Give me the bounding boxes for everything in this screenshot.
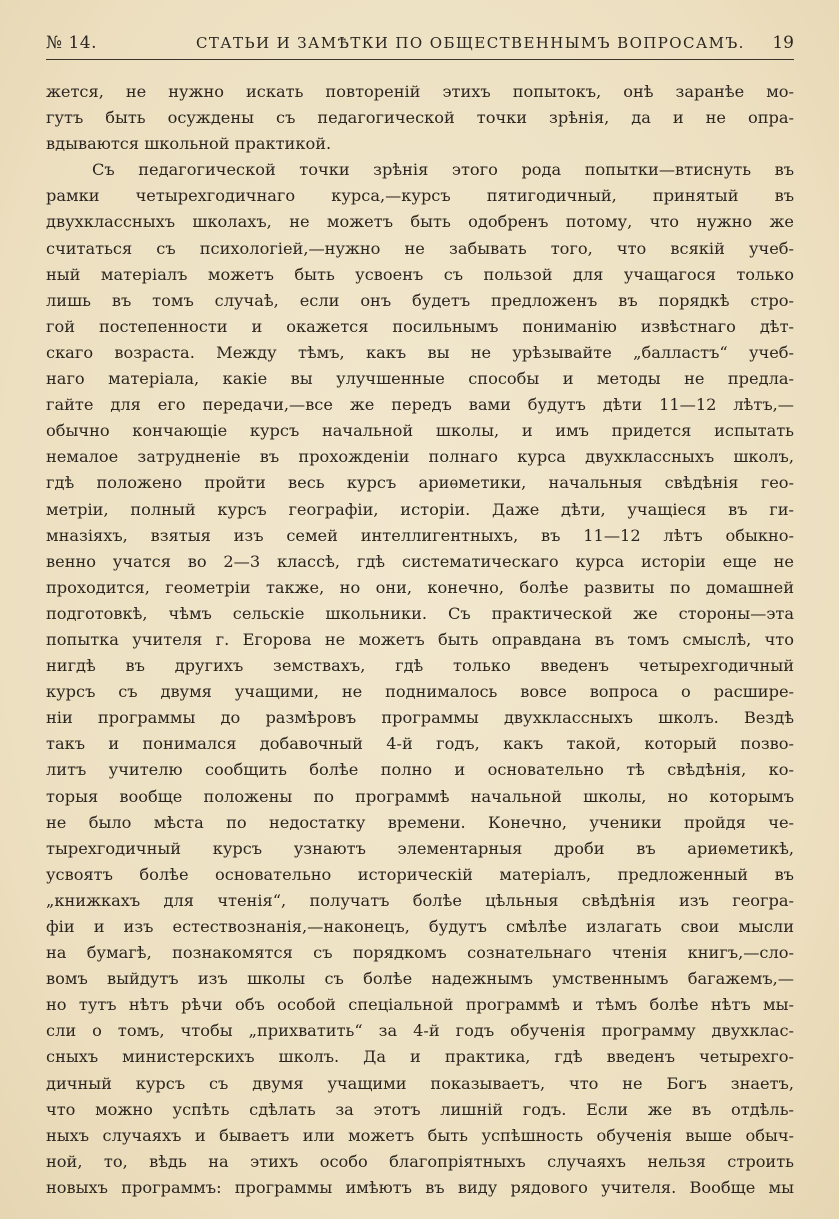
header-rule [46,59,794,60]
text-line: усвоятъ болѣе основательно историческій матеріалъ, предложенный въ [46,864,794,884]
text-line: рамки четырехгодичнаго курса,—курсъ пятигодичный, принятый въ [46,186,794,206]
text-line: литъ учителю сообщить болѣе полно и основательно тѣ свѣдѣнія, ко- [46,760,794,780]
text-line: гой постепенности и окажется посильнымъ пониманію извѣстнаго дѣт- [46,316,794,336]
text-line: обычно кончающіе курсъ начальной школы, и имъ придется испытать [46,421,794,441]
text-line: гдѣ положено пройти весь курсъ ариѳметики, начальныя свѣдѣнія гео- [46,473,794,493]
text-line: гайте для его передачи,—все же передъ вами будутъ дѣти 11—12 лѣтъ,— [46,395,794,415]
text-line: такъ и понимался добавочный 4-й годъ, какъ такой, который позво- [46,734,794,754]
text-line: подготовкѣ, чѣмъ сельскіе школьники. Съ практической же стороны—эта [46,603,794,623]
text-line: считаться съ психологіей,—нужно не забывать того, что всякій учеб- [46,238,794,258]
text-line: что можно успѣть сдѣлать за этотъ лишній годъ. Если же въ отдѣль- [46,1099,794,1119]
text-line: попытка учителя г. Егорова не можетъ быть оправдана въ томъ смыслѣ, что [46,629,794,649]
text-line: метріи, полный курсъ географіи, исторіи. Даже дѣти, учащіеся въ ги- [46,499,794,519]
page-number: 19 [772,33,794,53]
text-line: наго матеріала, какіе вы улучшенные способы и методы не предла- [46,369,794,389]
text-line: сныхъ министерскихъ школъ. Да и практика, гдѣ введенъ четырехго- [46,1047,794,1067]
text-line: тырехгодичный курсъ узнаютъ элементарныя дроби въ ариѳметикѣ, [46,838,794,858]
issue-number: № 14. [46,33,98,53]
text-line: но тутъ нѣтъ рѣчи объ особой спеціальной программѣ и тѣмъ болѣе нѣтъ мы- [46,995,794,1015]
text-line: жется, не нужно искать повтореній этихъ попытокъ, онѣ заранѣе мо- [46,82,794,101]
running-title: СТАТЬИ И ЗАМѢТКИ ПО ОБЩЕСТВЕННЫМЪ ВОПРОСАМЪ. [196,34,745,52]
text-line: лишь въ томъ случаѣ, если онъ будетъ предложенъ въ порядкѣ стро- [46,290,794,310]
text-line: ныхъ случаяхъ и бываетъ или можетъ быть успѣшность обученія выше обыч- [46,1125,794,1145]
text-line: не было мѣста по недостатку времени. Конечно, ученики пройдя че- [46,812,794,832]
text-line: новыхъ программъ: программы имѣютъ въ виду рядового учителя. Вообще мы [46,1177,794,1197]
text-line: на бумагѣ, познакомятся съ порядкомъ сознательнаго чтенія книгъ,—сло- [46,943,794,963]
text-line: дичный курсъ съ двумя учащими показываетъ, что не Богъ знаетъ, [46,1073,794,1093]
text-line: ной, то, вѣдь на этихъ особо благопріятныхъ случаяхъ нельзя строить [46,1151,794,1171]
text-line: проходится, геометріи также, но они, конечно, болѣе развиты по домашней [46,577,794,597]
article-body [46,79,794,1201]
text-line: ніи программы до размѣровъ программы двухклассныхъ школъ. Вездѣ [46,708,794,728]
text-line: вдываются школьной практикой. [46,134,332,154]
text-line: „книжкахъ для чтенія“, получатъ болѣе цѣльныя свѣдѣнія изъ геогра- [46,890,794,910]
text-line: мназіяхъ, взятыя изъ семей интеллигентныхъ, въ 11—12 лѣтъ обыкно- [46,525,794,545]
text-line: скаго возраста. Между тѣмъ, какъ вы не урѣзывайте „балластъ“ учеб- [46,342,794,362]
text-line: вомъ выйдутъ изъ школы съ болѣе надежнымъ умственнымъ багажемъ,— [46,969,794,989]
text-line: ный матеріалъ можетъ быть усвоенъ съ пользой для учащагося только [46,264,794,284]
text-line: венно учатся во 2—3 классѣ, гдѣ систематическаго курса исторіи еще не [46,551,794,571]
text-line: гутъ быть осуждены съ педагогической точки зрѣнія, да и не опра- [46,108,794,128]
text-line: нигдѣ въ другихъ земствахъ, гдѣ только введенъ четырехгодичный [46,656,794,676]
text-line: немалое затрудненіе въ прохожденіи полнаго курса двухклассныхъ школъ, [46,447,794,467]
text-line: торыя вообще положены по программѣ начальной школы, но которымъ [46,786,794,806]
text-line: курсъ съ двумя учащими, не поднималось вовсе вопроса о расшире- [46,682,794,702]
text-line: фіи и изъ естествознанія,—наконецъ, будутъ смѣлѣе излагать свои мысли [46,917,794,936]
text-line: двухклассныхъ школахъ, не можетъ быть одобренъ потому, что нужно же [46,212,794,232]
text-line: Съ педагогической точки зрѣнія этого рода попытки—втиснуть въ [92,160,794,180]
text-line: сли о томъ, чтобы „прихватить“ за 4-й годъ обученія программу двухклас- [46,1021,794,1041]
running-header [46,30,794,56]
